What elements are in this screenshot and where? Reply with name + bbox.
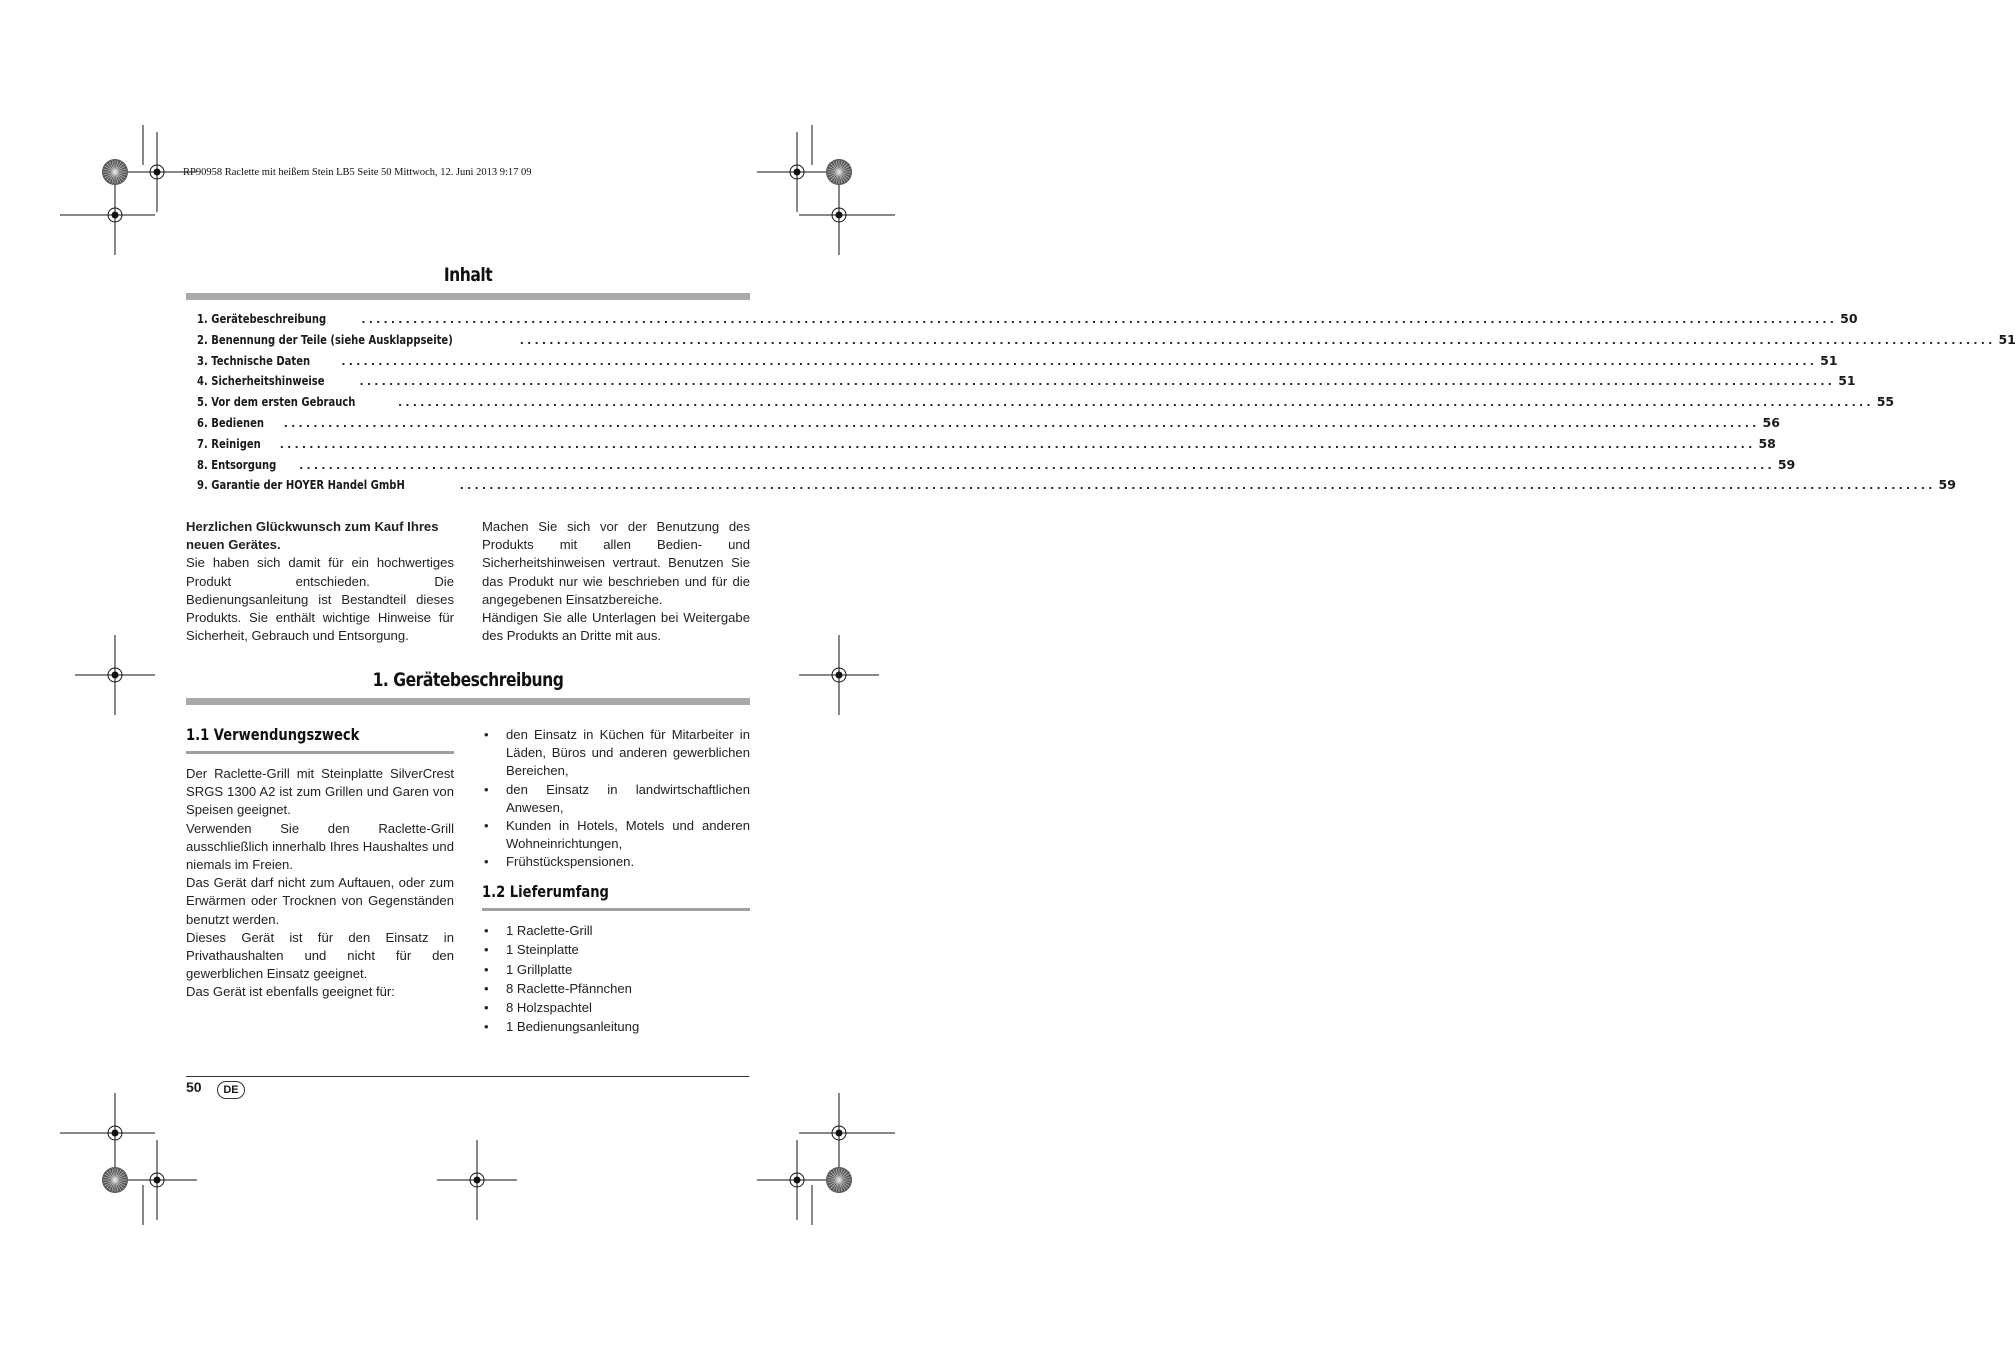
- toc-row[interactable]: [197, 414, 1780, 436]
- usage-paragraph: Dieses Gerät ist für den Einsatz in Privathaushalten und nicht für den gewerblichen Einsatz geeignet.: [186, 929, 454, 982]
- toc-row[interactable]: [197, 394, 1895, 415]
- toc-leader: ........................................................................................................................................................................................................: [397, 396, 1874, 410]
- toc-label: 9. Garantie der HOYER Handel GmbH: [197, 477, 405, 493]
- delivery-bullets: [482, 921, 750, 1037]
- toc-leader: ........................................................................................................................................................................................................: [279, 437, 1756, 451]
- toc-page: 59: [1938, 477, 1956, 493]
- usage-bullets: [482, 726, 750, 872]
- toc-page: 51: [1998, 331, 2016, 347]
- section-title: 1. Gerätebeschreibung: [372, 669, 564, 691]
- registration-dot: [154, 1177, 160, 1183]
- intro-heading: Herzlichen Glückwunsch zum Kauf Ihres neuen Gerätes.: [186, 519, 439, 553]
- intro-paragraph: Händigen Sie alle Unterlagen bei Weitergabe des Produkts an Dritte mit aus.: [482, 610, 750, 644]
- registration-dot: [836, 672, 842, 678]
- list-item: • Frühstückspensionen.: [482, 853, 750, 871]
- toc-page: 59: [1777, 456, 1796, 472]
- toc-page: 51: [1820, 352, 1838, 368]
- list-item: • 8 Raclette-Pfännchen: [482, 979, 750, 998]
- registration-dot: [794, 169, 800, 175]
- page-number: 50: [186, 1079, 202, 1095]
- list-item: • 1 Grillplatte: [482, 960, 750, 979]
- toc-label: 4. Sicherheitshinweise: [197, 373, 325, 389]
- usage-text: [186, 765, 454, 1002]
- toc-heading-bar: [186, 293, 750, 300]
- list-item: • 1 Raclette-Grill: [482, 921, 750, 940]
- list-item: • 1 Bedienungsanleitung: [482, 1017, 750, 1036]
- subsection-rule: [482, 908, 750, 911]
- toc-row[interactable]: [197, 373, 1856, 394]
- print-header: RP90958 Raclette mit heißem Stein LB5 Seite 50 Mittwoch, 12. Juni 2013 9:17 09: [183, 167, 532, 178]
- registration-dot: [154, 169, 160, 175]
- footer-rule: [186, 1076, 749, 1077]
- toc-page: 51: [1838, 373, 1856, 389]
- toc-label: 3. Technische Daten: [197, 352, 311, 368]
- toc-leader: ........................................................................................................................................................................................................: [459, 479, 1936, 493]
- toc-row[interactable]: [197, 311, 1858, 332]
- toc-leader: ........................................................................................................................................................................................................: [361, 313, 1838, 326]
- toc-label: 1. Gerätebeschreibung: [197, 311, 327, 326]
- intro-text: Sie haben sich damit für ein hochwertiges Produkt entschieden. Die Bedienungsanleitung ist Bestandteil dieses Produkts. Sie enthält wichtige Hinweise für Sicherheit, Gebrauch und Entsorgung.: [186, 555, 454, 644]
- toc-row[interactable]: [197, 331, 2016, 353]
- toc-label: 8. Entsorgung: [197, 456, 277, 472]
- usage-paragraph: Das Gerät ist ebenfalls geeignet für:: [186, 984, 395, 1000]
- toc-label: 6. Bedienen: [197, 414, 265, 430]
- intro-paragraph: Machen Sie sich vor der Benutzung des Produkts mit allen Bedien- und Sicherheitshinweisen vertraut. Benutzen Sie das Produkt nur wie beschrieben und für die angegebenen Einsatzbereiche.: [482, 519, 750, 607]
- toc-row[interactable]: [197, 477, 1956, 498]
- usage-paragraph: Der Raclette-Grill mit Steinplatte SilverCrest SRGS 1300 A2 ist zum Grillen und Garen von Speisen geeignet.: [186, 766, 454, 818]
- registration-dot: [836, 212, 842, 218]
- subsection-rule: [186, 751, 454, 754]
- subsection-title-delivery: 1.2 Lieferumfang: [482, 882, 609, 901]
- toc-row[interactable]: [197, 352, 1838, 374]
- toc-row[interactable]: [197, 435, 1776, 457]
- section-heading-bar: [186, 698, 750, 705]
- intro-left-column: [186, 518, 454, 645]
- registration-dot: [836, 1130, 842, 1136]
- toc-page: 56: [1762, 414, 1780, 430]
- toc-leader: ........................................................................................................................................................................................................: [519, 333, 1996, 347]
- toc-title: Inhalt: [443, 264, 493, 286]
- list-item: • den Einsatz in landwirtschaftlichen Anwesen,: [482, 781, 750, 817]
- toc-leader: ........................................................................................................................................................................................................: [299, 458, 1775, 472]
- table-of-contents: [197, 311, 2016, 498]
- toc-label: 2. Benennung der Teile (siehe Ausklappseite): [197, 331, 453, 347]
- registration-dot: [112, 1130, 118, 1136]
- subsection-title-usage: 1.1 Verwendungszweck: [186, 725, 360, 744]
- list-item: • 8 Holzspachtel: [482, 998, 750, 1017]
- list-item: • Kunden in Hotels, Motels und anderen Wohneinrichtungen,: [482, 817, 750, 853]
- language-badge: DE: [217, 1081, 245, 1099]
- toc-row[interactable]: [197, 456, 1796, 478]
- registration-dot: [474, 1177, 480, 1183]
- intro-right-column: [482, 518, 750, 645]
- registration-dot: [112, 672, 118, 678]
- usage-paragraph: Verwenden Sie den Raclette-Grill ausschließlich innerhalb Ihres Haushaltes und niemals im Freien.: [186, 820, 454, 873]
- toc-label: 7. Reinigen: [197, 435, 261, 451]
- toc-label: 5. Vor dem ersten Gebrauch: [197, 394, 356, 410]
- toc-page: 58: [1758, 435, 1776, 451]
- toc-page: 55: [1876, 394, 1895, 410]
- toc-page: 50: [1840, 311, 1858, 326]
- registration-dot: [112, 212, 118, 218]
- toc-leader: ........................................................................................................................................................................................................: [359, 375, 1836, 389]
- list-item: • den Einsatz in Küchen für Mitarbeiter in Läden, Büros und anderen gewerblichen Bereichen,: [482, 726, 750, 781]
- toc-leader: ........................................................................................................................................................................................................: [341, 354, 1818, 368]
- list-item: • 1 Steinplatte: [482, 940, 750, 959]
- usage-paragraph: Das Gerät darf nicht zum Auftauen, oder zum Erwärmen oder Trocknen von Gegenständen benutzt werden.: [186, 875, 454, 927]
- toc-leader: ........................................................................................................................................................................................................: [283, 416, 1760, 430]
- registration-dot: [794, 1177, 800, 1183]
